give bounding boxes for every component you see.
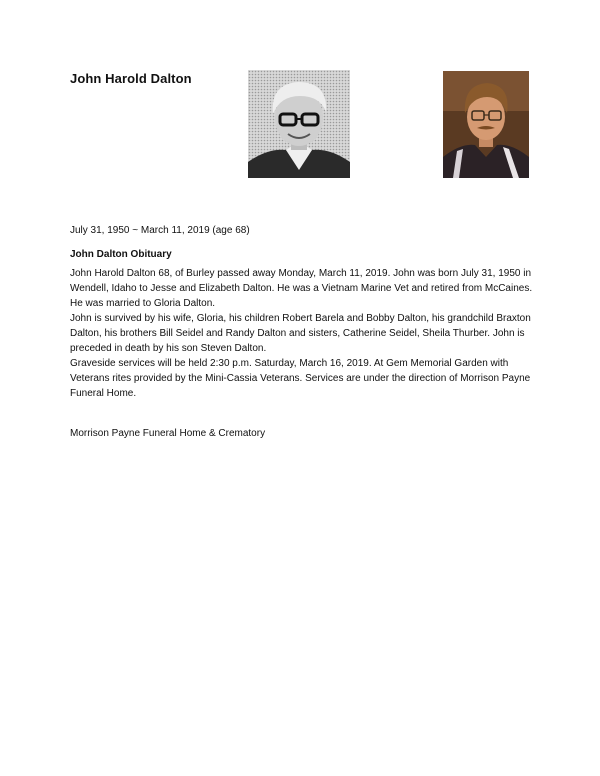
funeral-home-name: Morrison Payne Funeral Home & Crematory [70,428,266,439]
obituary-heading: John Dalton Obituary [70,249,172,260]
obituary-paragraph: John Harold Dalton 68, of Burley passed away Monday, March 11, 2019. John was born July 31, 1950 in Wendell, Idaho to Jesse and Elizabeth Dalton. He was a Vietnam Marine Vet and retired from McCaines. He was married to Gloria Dalton. [70,268,533,309]
obituary-paragraph: Graveside services will be held 2:30 p.m. Saturday, March 16, 2019. At Gem Memorial Garden with Veterans rites provided by the Mini-Cassia Veterans. Services are under the direction of Morrison Payne Funeral Home. [70,358,531,399]
portrait-photo-black-and-white [248,70,350,178]
obituary-paragraph: John is survived by his wife, Gloria, his children Robert Barela and Bobby Dalton, his grandchild Braxton Dalton, his brothers Bill Seidel and Randy Dalton and sisters, Catherine Seidel, Sheila Thurber. John is preceded in death by his son Steven Dalton. [70,313,531,354]
obituary-name-heading: John Harold Dalton [70,71,192,86]
portrait-photo-color [443,71,529,178]
obituary-body [70,266,540,401]
life-dates: July 31, 1950 ~ March 11, 2019 (age 68) [70,225,250,236]
